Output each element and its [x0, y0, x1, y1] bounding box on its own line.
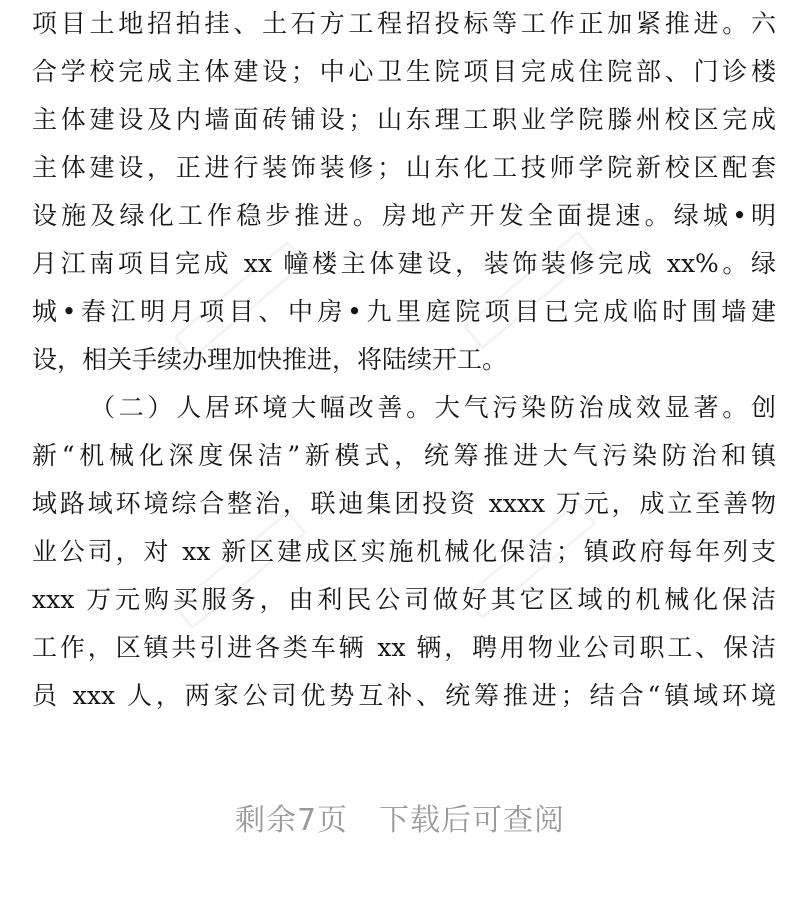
document-body	[32, 0, 776, 720]
text-line: 月江南项目完成 xx 幢楼主体建设，装饰装修完成 xx%。绿	[32, 249, 776, 278]
text-line: 城•春江明月项目、中房•九里庭院项目已完成临时围墙建	[32, 297, 776, 326]
text-line: xxx 万元购买服务，由利民公司做好其它区域的机械化保洁	[32, 585, 776, 614]
text-line: 设，相关手续办理加快推进，将陆续开工。	[32, 345, 508, 374]
text-line: 设施及绿化工作稳步推进。房地产开发全面提速。绿城•明	[32, 201, 776, 230]
text-line: （二）人居环境大幅改善。大气污染防治成效显著。创	[90, 393, 776, 422]
text-line: 业公司，对 xx 新区建成区实施机械化保洁；镇政府每年列支	[32, 537, 776, 566]
text-line: 主体建设及内墙面砖铺设；山东理工职业学院滕州校区完成	[32, 105, 776, 134]
text-line: 合学校完成主体建设；中心卫生院项目完成住院部、门诊楼	[32, 57, 776, 86]
paragraph-living-environment	[32, 384, 776, 720]
remaining-pages-notice: 剩余7页 下载后可查阅	[234, 803, 566, 838]
text-line: 主体建设，正进行装饰装修；山东化工技师学院新校区配套	[32, 153, 776, 182]
text-line: 工作，区镇共引进各类车辆 xx 辆，聘用物业公司职工、保洁	[32, 633, 776, 662]
text-line: 域路域环境综合整治，联迪集团投资 xxxx 万元，成立至善物	[32, 489, 776, 518]
paragraph-construction-progress	[32, 0, 776, 384]
text-line: 项目土地招拍挂、土石方工程招投标等工作正加紧推进。六	[32, 9, 776, 38]
text-line: 员 xxx 人，两家公司优势互补、统筹推进；结合“镇域环境	[32, 681, 776, 710]
text-line: 新“机械化深度保洁”新模式，统筹推进大气污染防治和镇	[32, 441, 776, 470]
